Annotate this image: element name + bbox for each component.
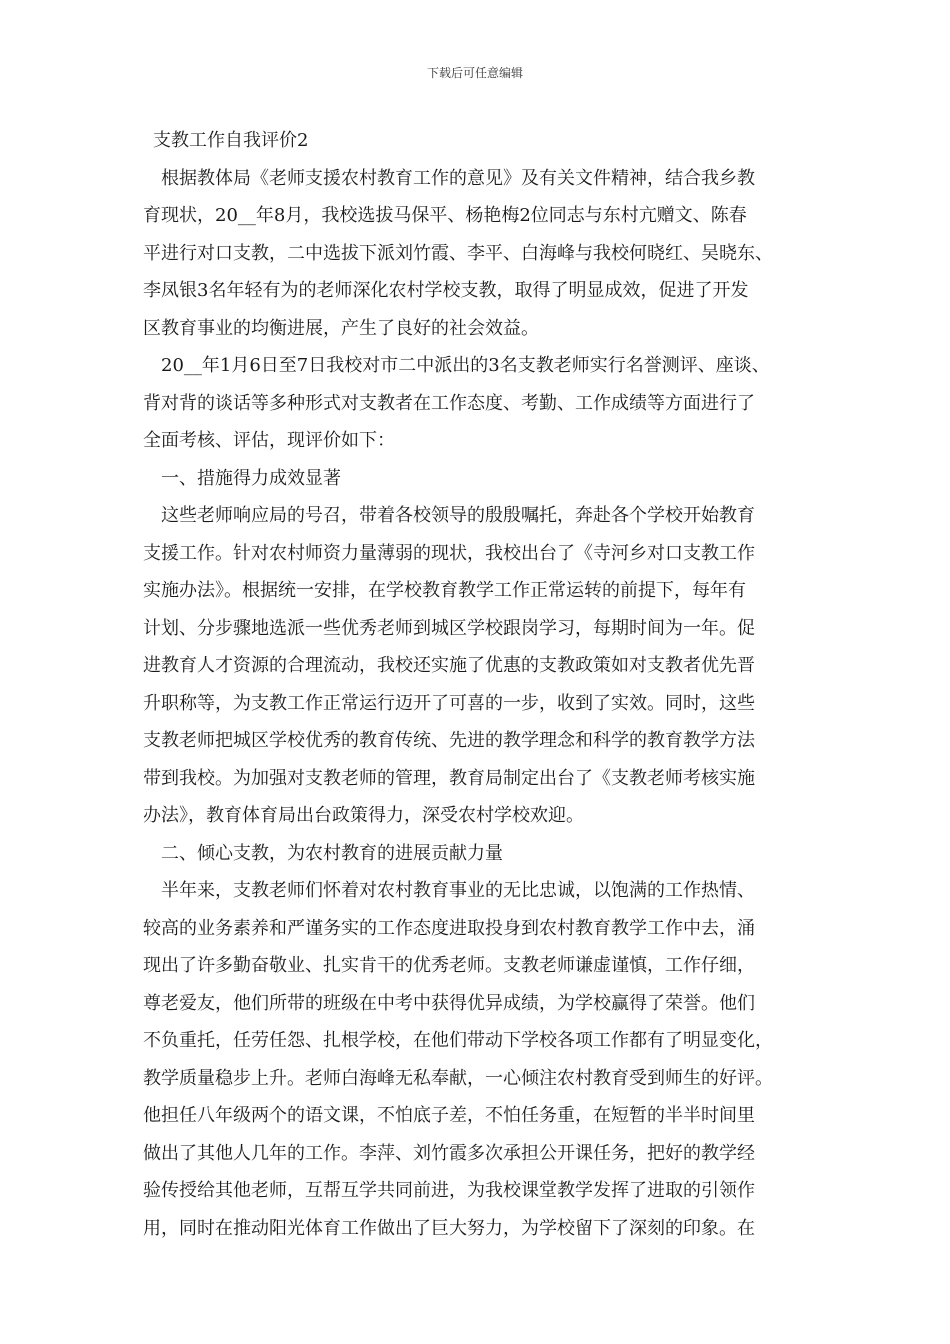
paragraph-line: 办法》，教育体育局出台政策得力，深受农村学校欢迎。 xyxy=(143,805,584,826)
paragraph-line: 进教育人才资源的合理流动，我校还实施了优惠的支教政策如对支教者优先晋 xyxy=(143,655,755,676)
page-header: 下载后可任意编辑 xyxy=(426,66,523,80)
paragraph-line: 较高的业务素养和严谨务实的工作态度进取投身到农村教育教学工作中去，涌 xyxy=(143,917,755,939)
document-title: 支教工作自我评价2 xyxy=(153,130,309,151)
paragraph-line: 教学质量稳步上升。老师白海峰无私奉献，一心倾注农村教育受到师生的好评。 xyxy=(143,1067,773,1089)
paragraph-line: 全面考核、评估，现评价如下： xyxy=(143,430,395,451)
paragraph-line: 验传授给其他老师，互帮互学共同前进，为我校课堂教学发挥了进取的引领作 xyxy=(143,1180,755,1201)
section-heading: 一、措施得力成效显著 xyxy=(161,467,341,489)
document-body xyxy=(143,122,811,1247)
paragraph-line: 这些老师响应局的号召，带着各校领导的殷殷嘱托，奔赴各个学校开始教育 xyxy=(143,505,755,526)
paragraph-line: 育现状，20__年8月，我校选拔马保平、杨艳梅2位同志与东村亢赠文、陈春 xyxy=(143,205,747,226)
paragraph-line: 用，同时在推动阳光体育工作做出了巨大努力，为学校留下了深刻的印象。在 xyxy=(143,1217,755,1239)
paragraph-line: 半年来，支教老师们怀着对农村教育事业的无比忠诚，以饱满的工作热情、 xyxy=(143,880,755,901)
paragraph-line: 做出了其他人几年的工作。李萍、刘竹霞多次承担公开课任务，把好的教学经 xyxy=(143,1142,755,1164)
paragraph-line: 李凤银3名年轻有为的老师深化农村学校支教，取得了明显成效，促进了开发 xyxy=(143,280,749,301)
paragraph-line: 支援工作。针对农村师资力量薄弱的现状，我校出台了《寺河乡对口支教工作 xyxy=(143,542,755,564)
paragraph-line: 带到我校。为加强对支教老师的管理，教育局制定出台了《支教老师考核实施 xyxy=(143,767,755,789)
paragraph-line: 区教育事业的均衡进展，产生了良好的社会效益。 xyxy=(143,317,539,339)
paragraph-line: 背对背的谈话等多种形式对支教者在工作态度、考勤、工作成绩等方面进行了 xyxy=(143,392,755,414)
paragraph-line: 他担任八年级两个的语文课，不怕底子差，不怕任务重，在短暂的半半时间里 xyxy=(143,1105,755,1126)
paragraph-line: 现出了许多勤奋敬业、扎实肯干的优秀老师。支教老师谦虚谨慎，工作仔细， xyxy=(143,955,755,976)
paragraph-line: 尊老爱友，他们所带的班级在中考中获得优异成绩，为学校赢得了荣誉。他们 xyxy=(143,992,755,1014)
paragraph-line: 20__年1月6日至7日我校对市二中派出的3名支教老师实行名誉测评、座谈、 xyxy=(143,355,770,376)
paragraph-line: 计划、分步骤地选派一些优秀老师到城区学校跟岗学习，每期时间为一年。促 xyxy=(143,617,755,639)
paragraph-line: 不负重托，任劳任怨、扎根学校，在他们带动下学校各项工作都有了明显变化， xyxy=(143,1030,773,1051)
paragraph-line: 支教老师把城区学校优秀的教育传统、先进的教学理念和科学的教育教学方法 xyxy=(143,730,755,751)
paragraph-line: 根据教体局《老师支援农村教育工作的意见》及有关文件精神，结合我乡教 xyxy=(143,167,755,189)
paragraph-line: 实施办法》。根据统一安排，在学校教育教学工作正常运转的前提下，每年有 xyxy=(143,580,746,601)
section-heading: 二、倾心支教，为农村教育的进展贡献力量 xyxy=(161,842,503,864)
paragraph-line: 升职称等，为支教工作正常运行迈开了可喜的一步，收到了实效。同时，这些 xyxy=(143,692,755,714)
paragraph-line: 平进行对口支教，二中选拔下派刘竹霞、李平、白海峰与我校何晓红、吴晓东、 xyxy=(143,242,773,264)
